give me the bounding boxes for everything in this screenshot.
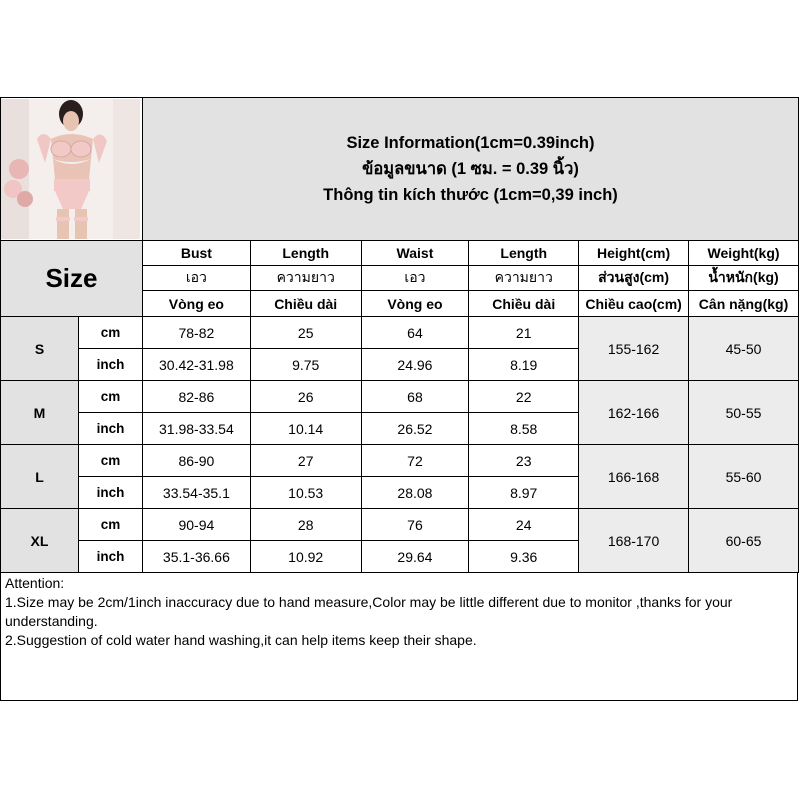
attention-notes — [0, 573, 798, 701]
length-2-cm: 22 — [469, 381, 579, 413]
header-waist: Waist — [361, 241, 469, 266]
unit-cm-label: cm — [78, 381, 142, 413]
weight-range: 50-55 — [689, 381, 799, 445]
header-weight-vi: Cân nặng(kg) — [689, 291, 799, 317]
length-2-cm: 23 — [469, 445, 579, 477]
length-2-inch: 8.97 — [469, 477, 579, 509]
bust-cm: 90-94 — [142, 509, 250, 541]
bust-cm: 78-82 — [142, 317, 250, 349]
header-height: Height(cm) — [579, 241, 689, 266]
bust-inch: 31.98-33.54 — [142, 413, 250, 445]
size-row-cm — [1, 509, 799, 541]
length-inch: 10.92 — [250, 541, 361, 573]
bust-cm: 82-86 — [142, 381, 250, 413]
length-cm: 28 — [250, 509, 361, 541]
attention-item-2: 2.Suggestion of cold water hand washing,it can help items keep their shape. — [5, 632, 477, 648]
unit-inch-label: inch — [78, 541, 142, 573]
waist-cm: 68 — [361, 381, 469, 413]
waist-cm: 72 — [361, 445, 469, 477]
size-chart — [0, 97, 799, 702]
header-height-th: ส่วนสูง(cm) — [579, 266, 689, 291]
size-name: XL — [1, 509, 79, 573]
size-label: Size — [1, 241, 143, 317]
size-name: S — [1, 317, 79, 381]
bust-inch: 33.54-35.1 — [142, 477, 250, 509]
header-bust-th: เอว — [142, 266, 250, 291]
length-2-inch: 8.58 — [469, 413, 579, 445]
info-title-en: Size Information(1cm=0.39inch) — [346, 134, 595, 152]
height-range: 155-162 — [579, 317, 689, 381]
unit-inch-label: inch — [78, 477, 142, 509]
length-2-inch: 9.36 — [469, 541, 579, 573]
bust-inch: 35.1-36.66 — [142, 541, 250, 573]
waist-cm: 76 — [361, 509, 469, 541]
product-photo-icon — [1, 99, 140, 239]
size-name: L — [1, 445, 79, 509]
length-cm: 25 — [250, 317, 361, 349]
size-row-cm — [1, 317, 799, 349]
length-cm: 26 — [250, 381, 361, 413]
length-2-cm: 21 — [469, 317, 579, 349]
header-waist-th: เอว — [361, 266, 469, 291]
unit-inch-label: inch — [78, 349, 142, 381]
header-length-2: Length — [469, 241, 579, 266]
header-bust: Bust — [142, 241, 250, 266]
info-title-th: ข้อมูลขนาด (1 ซม. = 0.39 นิ้ว) — [362, 160, 579, 178]
product-photo — [1, 98, 143, 241]
unit-cm-label: cm — [78, 317, 142, 349]
size-name: M — [1, 381, 79, 445]
length-inch: 9.75 — [250, 349, 361, 381]
unit-cm-label: cm — [78, 445, 142, 477]
header-length-th: ความยาว — [250, 266, 361, 291]
unit-cm-label: cm — [78, 509, 142, 541]
size-row-cm — [1, 445, 799, 477]
length-inch: 10.53 — [250, 477, 361, 509]
length-2-inch: 8.19 — [469, 349, 579, 381]
unit-inch-label: inch — [78, 413, 142, 445]
header-weight-th: น้ำหนัก(kg) — [689, 266, 799, 291]
header-length-2-th: ความยาว — [469, 266, 579, 291]
height-range: 166-168 — [579, 445, 689, 509]
weight-range: 55-60 — [689, 445, 799, 509]
waist-cm: 64 — [361, 317, 469, 349]
header-weight: Weight(kg) — [689, 241, 799, 266]
weight-range: 45-50 — [689, 317, 799, 381]
waist-inch: 24.96 — [361, 349, 469, 381]
waist-inch: 28.08 — [361, 477, 469, 509]
bust-inch: 30.42-31.98 — [142, 349, 250, 381]
info-title-vi: Thông tin kích thước (1cm=0,39 inch) — [323, 186, 618, 204]
length-cm: 27 — [250, 445, 361, 477]
header-bust-vi: Vòng eo — [142, 291, 250, 317]
header-height-vi: Chiều cao(cm) — [579, 291, 689, 317]
height-range: 162-166 — [579, 381, 689, 445]
waist-inch: 29.64 — [361, 541, 469, 573]
size-table — [0, 97, 799, 573]
size-row-cm — [1, 381, 799, 413]
length-2-cm: 24 — [469, 509, 579, 541]
size-information-header — [142, 98, 798, 241]
weight-range: 60-65 — [689, 509, 799, 573]
height-range: 168-170 — [579, 509, 689, 573]
header-length-2-vi: Chiều dài — [469, 291, 579, 317]
attention-title: Attention: — [5, 575, 65, 591]
bust-cm: 86-90 — [142, 445, 250, 477]
waist-inch: 26.52 — [361, 413, 469, 445]
header-waist-vi: Vòng eo — [361, 291, 469, 317]
attention-item-1: 1.Size may be 2cm/1inch inaccuracy due to hand measure,Color may be little different due to monitor ,thanks for your understanding. — [5, 594, 733, 629]
header-length-vi: Chiều dài — [250, 291, 361, 317]
length-inch: 10.14 — [250, 413, 361, 445]
header-length: Length — [250, 241, 361, 266]
